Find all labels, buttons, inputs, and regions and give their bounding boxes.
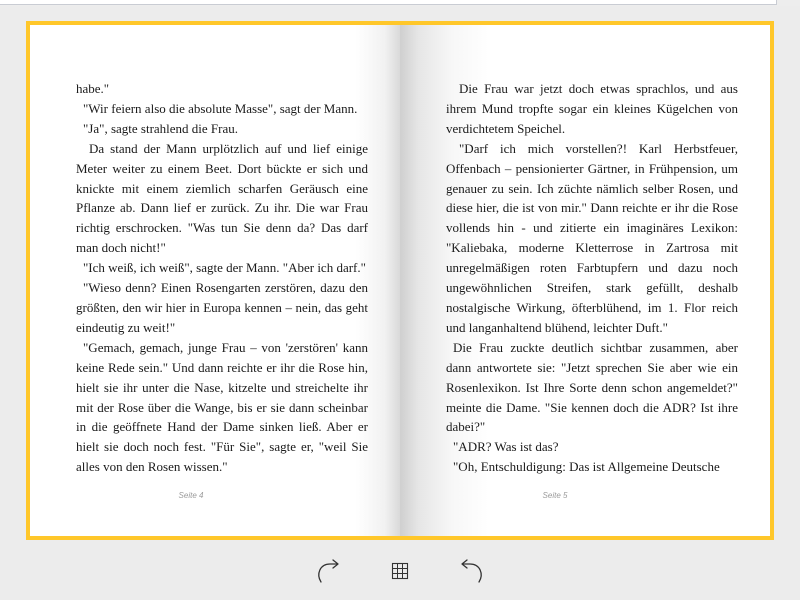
paragraph: "ADR? Was ist das? <box>453 439 559 455</box>
browser-top-strip <box>0 0 800 6</box>
reader-toolbar <box>0 550 800 594</box>
address-bar-edge <box>0 0 777 5</box>
page-number: Seite 4 <box>178 491 204 500</box>
paragraph: habe." <box>76 81 110 96</box>
paragraph: "Ich weiß, ich weiß", sagte der Mann. "Aber ich darf." <box>83 260 366 276</box>
paragraph: "Wieso denn? Einen Rosengarten zerstören, dazu den größten, den wir hier in Europa kennen – nein, das geht eindeutig zu weit!" <box>76 280 368 335</box>
page-number: Seite 5 <box>542 491 568 500</box>
redo-arrow-icon <box>313 556 343 586</box>
page-overview-button[interactable] <box>383 554 417 588</box>
paragraph: "Ja", sagte strahlend die Frau. <box>83 120 239 136</box>
book-viewer <box>26 21 774 540</box>
right-page-text <box>446 79 738 477</box>
grid-icon <box>390 561 410 581</box>
paragraph: "Wir feiern also die absolute Masse", sagt der Mann. <box>83 100 358 116</box>
right-page[interactable] <box>400 25 770 536</box>
left-page[interactable] <box>30 25 400 536</box>
paragraph: "Gemach, gemach, junge Frau – von 'zerstören' kann keine Rede sein." Und dann reichte er ihr die Rose hin, hielt sie ihr unter die Nase, kitzelte und streichelte ihr mit der Rose über die Wange, bis er sie dann scheinbar in die geöffnete Hand der Dame sinken ließ. Aber er hielt sie doch noch fest. "Für Sie", sagte er, "weil Sie alles von den Rosen wissen." <box>76 339 368 475</box>
paragraph: "Oh, Entschuldigung: Das ist Allgemeine Deutsche <box>453 459 720 475</box>
next-page-button[interactable] <box>311 554 345 588</box>
paragraph: Die Frau war jetzt doch etwas sprachlos, und aus ihrem Mund tropfte sogar ein kleines Kügelchen von verdichtetem Speichel. <box>446 81 738 136</box>
paragraph: Die Frau zuckte deutlich sichtbar zusammen, aber dann antwortete sie: "Jetzt sprechen Sie aber wie ein Rosenlexikon. Ist Ihre Sorte denn schon angemeldet?" meinte die Dame. "Sie kennen doch die ADR? Ist ihre dabei?" <box>446 339 738 435</box>
left-page-text <box>76 79 368 477</box>
previous-page-button[interactable] <box>455 554 489 588</box>
undo-arrow-icon <box>457 556 487 586</box>
paragraph: "Darf ich mich vorstellen?! Karl Herbstfeuer, Offenbach – pensionierter Gärtner, in Frühpension, um genauer zu sein. Ich züchte nämlich selber Rosen, und diese hier, die ist von mir." Dann reichte er ihr die Rose vollends hin - und zitierte ein imaginäres Lexikon: "Kaliebaka, moderne Kletterrose in Zartrosa mit unregelmäßigen roten Farbtupfern und dazu noch ungewöhnlichen Streifen, stark gefüllt, deshalb nostalgische Wirkung, öfterblühend, im 1. Flor reich und langanhaltend blühend, leichter Duft." <box>446 140 738 335</box>
paragraph: Da stand der Mann urplötzlich auf und lief einige Meter weiter zu einem Beet. Dort bückte er sich und knickte mit einem ziemlich scharfen Geräusch eine Pflanze ab. Dann lief er zurück. Zu ihr. Die war Frau richtig erschrocken. "Was tun Sie denn da? Das darf man doch nicht!" <box>76 140 368 256</box>
